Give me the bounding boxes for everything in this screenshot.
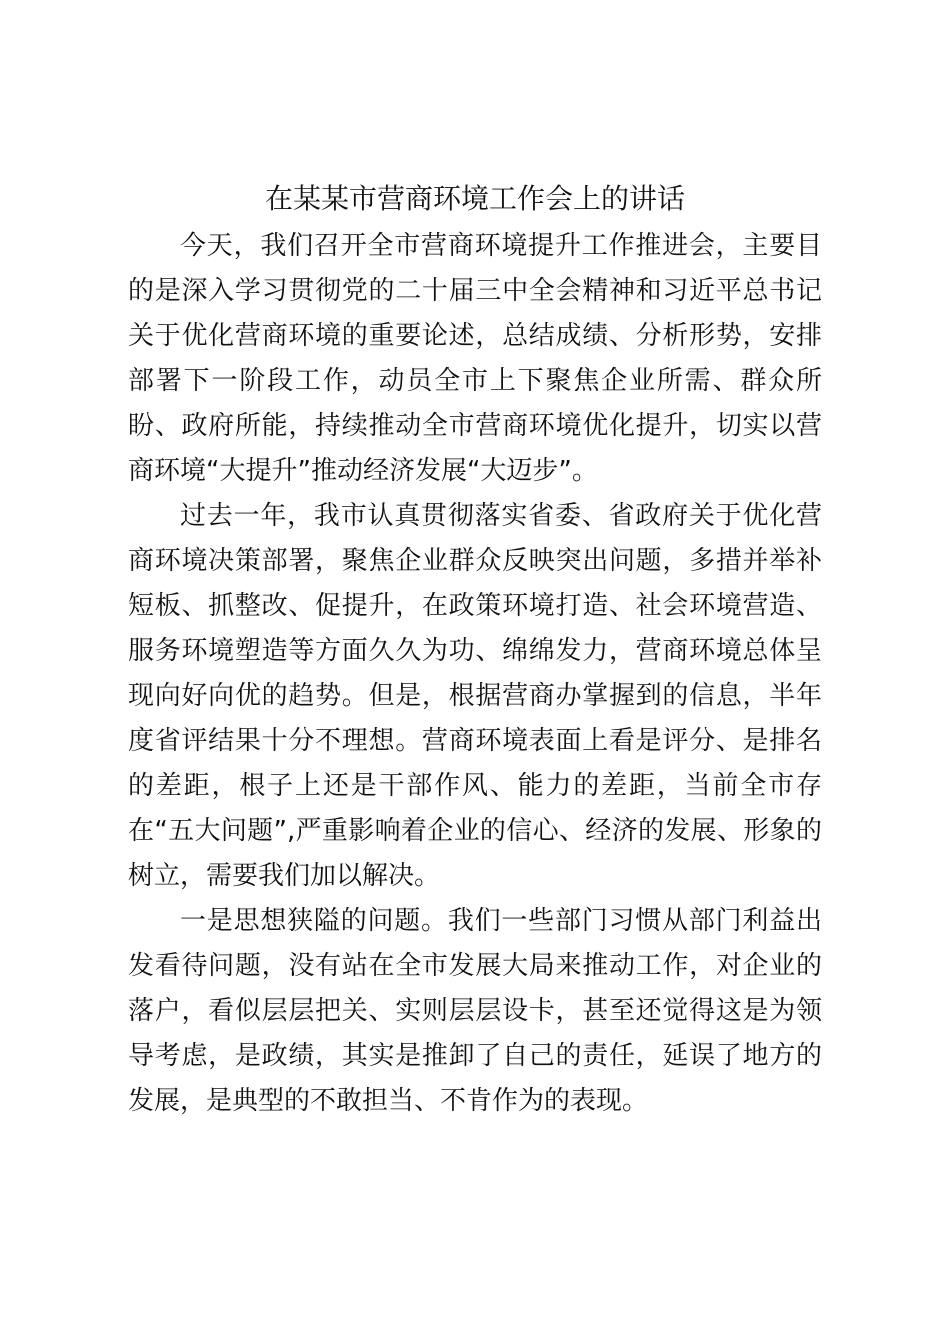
document-body [128,224,822,1124]
document-title: 在某某市营商环境工作会上的讲话 [264,182,685,215]
paragraph-opening: 今天，我们召开全市营商环境提升工作推进会，主要目的是深入学习贯彻党的二十届三中全会精神和习近平总书记关于优化营商环境的重要论述，总结成绩、分析形势，安排部署下一阶段工作，动员全市上下聚焦企业所需、群众所盼、政府所能，持续推动全市营商环境优化提升，切实以营商环境“大提升”推动经济发展“大迈步”。 [128,231,822,486]
paragraph-review: 过去一年，我市认真贯彻落实省委、省政府关于优化营商环境决策部署，聚焦企业群众反映突出问题，多措并举补短板、抓整改、促提升，在政策环境打造、社会环境营造、服务环境塑造等方面久久为功、绵绵发力，营商环境总体呈现向好向优的趋势。但是，根据营商办掌握到的信息，半年度省评结果十分不理想。营商环境表面上看是评分、是排名的差距，根子上还是干部作风、能力的差距，当前全市存在“五大问题”,严重影响着企业的信心、经济的发展、形象的树立，需要我们加以解决。 [128,501,822,891]
paragraph-problem-one: 一是思想狭隘的问题。我们一些部门习惯从部门利益出发看待问题，没有站在全市发展大局来推动工作，对企业的落户，看似层层把关、实则层层设卡，甚至还觉得这是为领导考虑，是政绩，其实是推卸了自己的责任，延误了地方的发展，是典型的不敢担当、不肯作为的表现。 [128,906,822,1116]
